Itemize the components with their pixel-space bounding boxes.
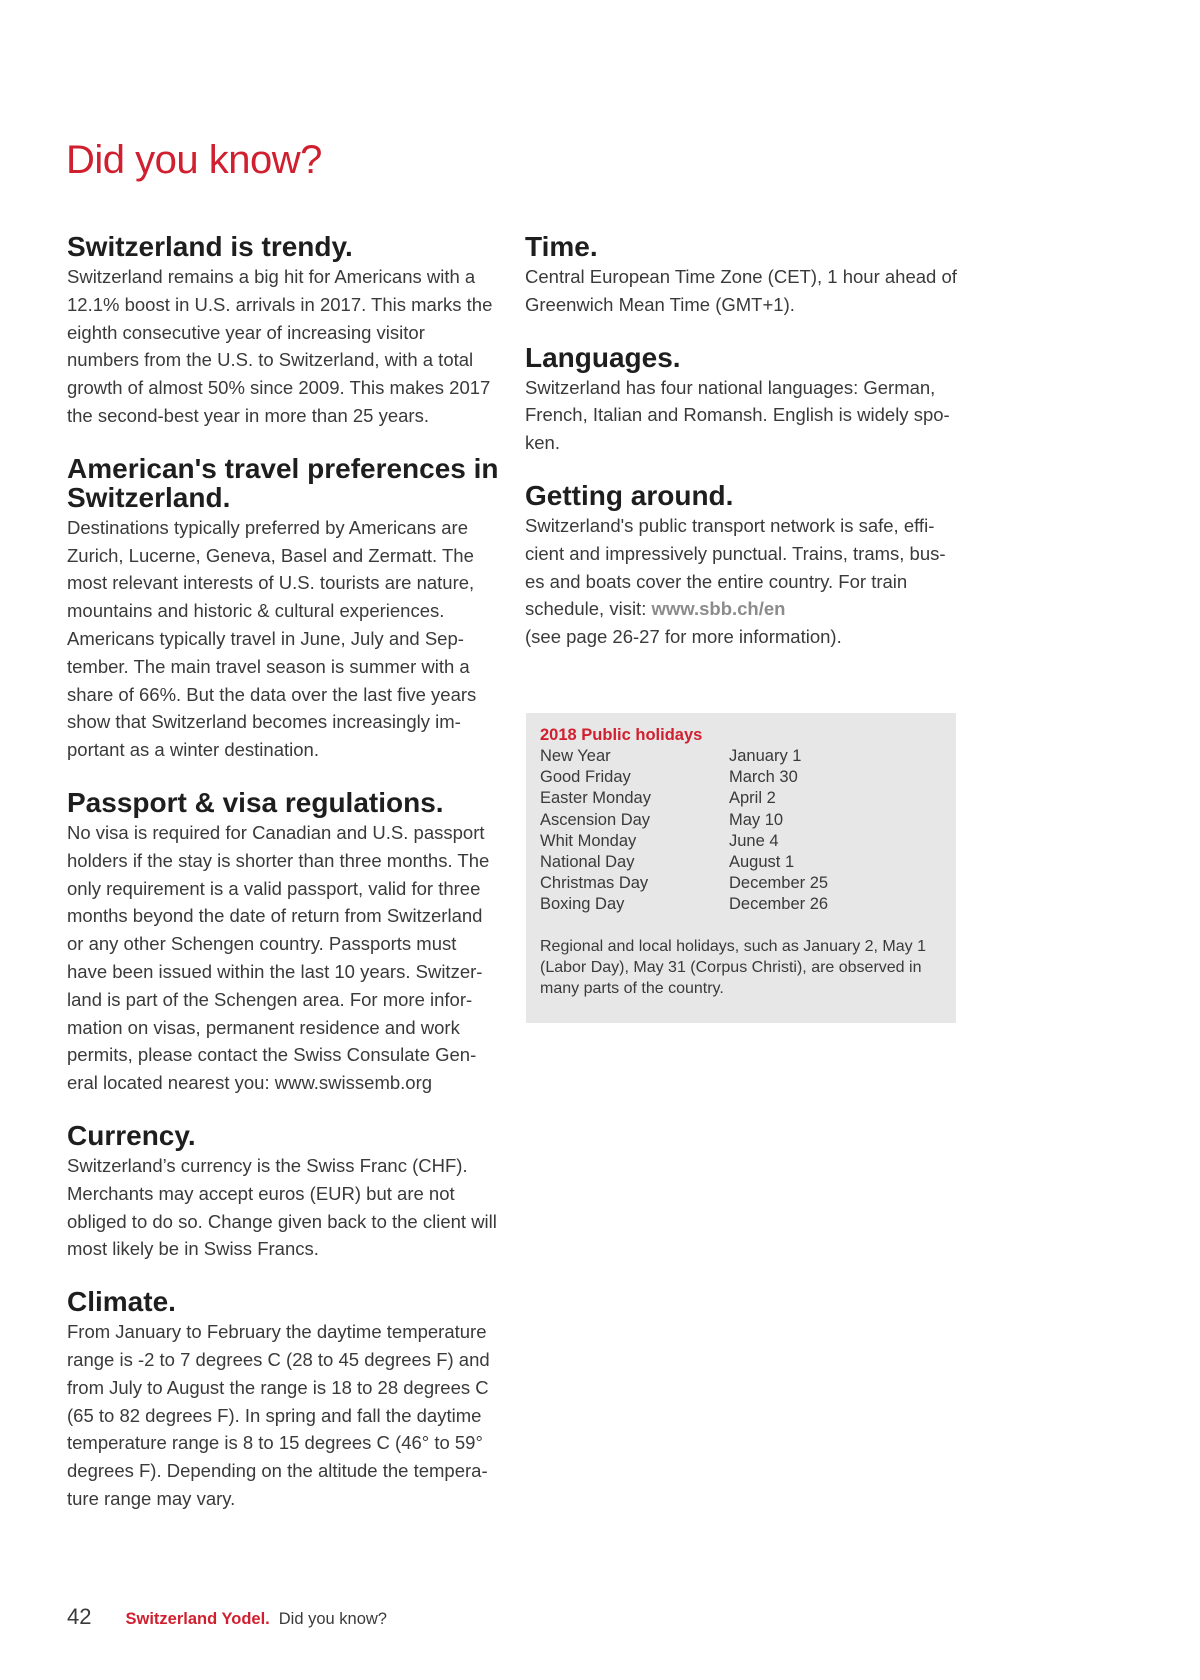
holiday-name: Ascension Day — [540, 810, 651, 829]
section-heading: American's travel preferences in Switzerland. — [67, 452, 499, 513]
holidays-box — [526, 713, 956, 1023]
left-column — [67, 232, 500, 1537]
holiday-date: May 10 — [729, 810, 784, 829]
section-heading: Climate. — [67, 1286, 176, 1318]
section-getting-around — [525, 481, 958, 651]
section-time — [525, 232, 958, 319]
page-title: Did you know? — [66, 138, 322, 182]
section-body: No visa is required for Canadian and U.S. passport holders if the stay is shorter than three months. The only requirement is a valid passport, valid for three months beyond the date of return from Switzerland or any other Schengen country. Passports must have been issued within the last 10 years. Switzerland is part of the Schengen area. For more information on visas, permanent residence and work permits, please contact the Swiss Consulate General located nearest you: www.swissemb.org — [67, 821, 490, 1094]
holidays-title: 2018 Public holidays — [540, 726, 703, 744]
section-trendy — [67, 232, 500, 430]
brand-name: Switzerland Yodel. — [125, 1610, 270, 1628]
page-number: 42 — [67, 1604, 92, 1629]
section-heading: Switzerland is trendy. — [67, 231, 353, 262]
sbb-link[interactable]: www.sbb.ch/en — [651, 598, 786, 620]
holiday-row — [540, 831, 942, 852]
getting-around-note: (see page 26-27 for more information). — [525, 626, 842, 648]
holiday-row — [540, 810, 942, 831]
section-body: Switzerland remains a big hit for Americans with a 12.1% boost in U.S. arrivals in 2017. This marks the eighth consecutive year of increasing visitor numbers from the U.S. to Switzerland, with a total growth of almost 50% since 2009. This makes 2017 the second-best year in more than 25 years. — [67, 266, 493, 426]
section-languages — [525, 343, 958, 457]
holidays-note: Regional and local holidays, such as January 2, May 1 (Labor Day), May 31 (Corpus Christi), are observed in many parts of the country. — [540, 937, 926, 997]
holiday-name: Easter Monday — [540, 789, 651, 808]
holiday-name: National Day — [540, 853, 635, 872]
section-body: From January to February the daytime temperature range is -2 to 7 degrees C (28 to 45 degrees F) and from July to August the range is 18 to 28 degrees C (65 to 82 degrees F). In spring and fall the daytime temperature range is 8 to 15 degrees C (46° to 59° degrees F). Depending on the altitude the temperature range may vary. — [67, 1321, 490, 1509]
section-heading: Getting around. — [525, 479, 734, 511]
holiday-row — [540, 788, 942, 809]
getting-around-text: Switzerland's public transport network is safe, efficient and impressively punctual. Trains, trams, buses and boats cover the entire country. For train schedule, visit: — [525, 514, 946, 620]
section-travel-preferences — [67, 454, 500, 764]
holiday-date: March 30 — [729, 768, 798, 787]
section-body: Switzerland has four national languages: German, French, Italian and Romansh. English is widely spoken. — [525, 376, 950, 454]
holiday-date: December 25 — [729, 874, 829, 893]
holiday-name: Good Friday — [540, 768, 631, 787]
holiday-date: August 1 — [729, 853, 795, 872]
section-body: Central European Time Zone (CET), 1 hour ahead of Greenwich Mean Time (GMT+1). — [525, 266, 957, 315]
holiday-row — [540, 767, 942, 788]
section-heading: Passport & visa regulations. — [67, 786, 444, 818]
holiday-date: April 2 — [729, 789, 776, 808]
section-heading: Languages. — [525, 341, 681, 373]
section-passport-visa — [67, 788, 500, 1097]
section-body: Switzerland’s currency is the Swiss Franc (CHF). Merchants may accept euros (EUR) but are not obliged to do so. Change given back to the client will most likely be in Swiss Francs. — [67, 1154, 497, 1260]
page-footer — [67, 1604, 387, 1630]
holiday-date: January 1 — [729, 747, 802, 765]
section-climate — [67, 1287, 500, 1513]
section-heading: Time. — [525, 231, 598, 262]
holiday-name: New Year — [540, 747, 611, 765]
holiday-row — [540, 746, 942, 767]
holiday-row — [540, 873, 942, 894]
holiday-row — [540, 852, 942, 873]
holiday-name: Christmas Day — [540, 874, 649, 893]
footer-section-title: Did you know? — [278, 1610, 387, 1628]
section-currency — [67, 1121, 500, 1263]
section-body — [525, 512, 958, 651]
section-body: Destinations typically preferred by Americans are Zurich, Lucerne, Geneva, Basel and Zermatt. The most relevant interests of U.S. tourists are nature, mountains and historic & cultural experiences. Americans typically travel in June, July and September. The main travel season is summer with a share of 66%. But the data over the last five years show that Switzerland becomes increasingly important as a winter destination. — [67, 516, 477, 761]
section-heading: Currency. — [67, 1119, 196, 1151]
holiday-name: Whit Monday — [540, 831, 637, 850]
holiday-date: June 4 — [729, 831, 779, 850]
holiday-date: December 26 — [729, 895, 829, 914]
right-column — [525, 232, 958, 675]
holiday-name: Boxing Day — [540, 895, 625, 914]
holiday-row — [540, 894, 942, 915]
